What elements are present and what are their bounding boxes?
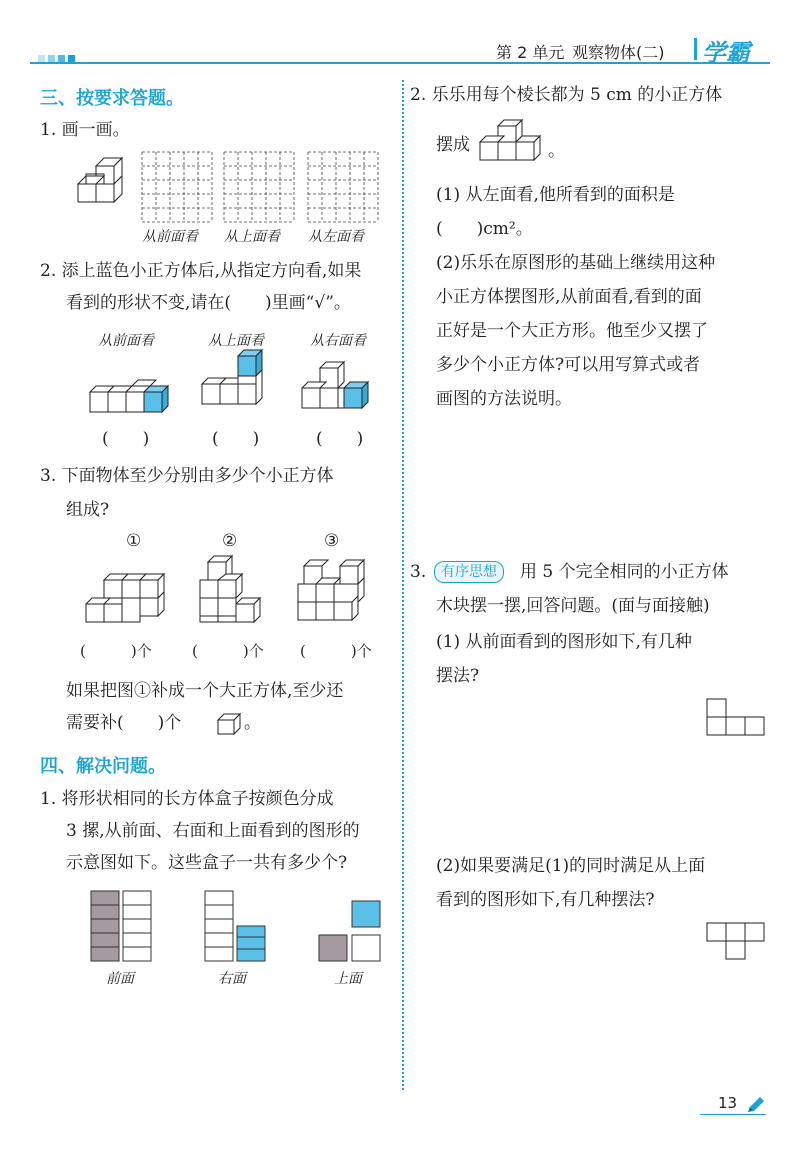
q3-extra-line2b: 。 xyxy=(244,713,261,733)
p1-caption-top: 上面 xyxy=(334,971,362,987)
q2-figure-b xyxy=(200,352,280,422)
section-3-title: 三、按要求答题。 xyxy=(40,88,184,109)
p2-line1: 2. 乐乐用每个棱长都为 5 cm 的小正方体 xyxy=(410,85,723,105)
q1-grid-left[interactable] xyxy=(308,152,378,222)
p3-sub1-line2: 摆法? xyxy=(436,666,480,686)
header-unit: 第 2 单元 xyxy=(496,43,565,62)
q1-grid-top[interactable] xyxy=(224,152,294,222)
p2-sub1-line2[interactable]: ( )cm²。 xyxy=(436,219,533,239)
page-number: 13 xyxy=(718,1094,738,1112)
q3-figure-3 xyxy=(296,558,372,634)
section-4-title: 四、解决问题。 xyxy=(40,756,166,777)
p2-sub2-line5: 画图的方法说明。 xyxy=(436,389,572,409)
q2-line1: 2. 添上蓝色小正方体后,从指定方向看,如果 xyxy=(40,261,362,281)
q3-line1: 3. 下面物体至少分别由多少个小正方体 xyxy=(40,466,334,486)
q3-answer-3[interactable]: ( )个 xyxy=(300,642,372,660)
q1-text: 1. 画一画。 xyxy=(40,120,130,140)
p1-caption-front: 前面 xyxy=(106,971,134,987)
p2-sub2-line2: 小正方体摆图形,从前面看,看到的面 xyxy=(436,287,702,307)
p2-line2a: 摆成 xyxy=(436,135,470,155)
p1-top-view xyxy=(318,900,384,962)
q2-answer-b[interactable]: ( ) xyxy=(212,429,260,449)
q1-caption-top: 从上面看 xyxy=(224,229,280,245)
p3-tag-badge: 有序思想 xyxy=(434,561,504,583)
p3-front-shape xyxy=(706,698,766,738)
q2-caption-front: 从前面看 xyxy=(98,333,154,349)
q3-mark-1: ① xyxy=(126,531,142,551)
p1-line3: 示意图如下。这些盒子一共有多少个? xyxy=(66,853,348,873)
q1-caption-front: 从前面看 xyxy=(142,229,198,245)
q3-mark-3: ③ xyxy=(324,531,340,551)
p1-front-view xyxy=(90,890,156,962)
q1-cube-figure xyxy=(74,152,134,212)
p1-line1: 1. 将形状相同的长方体盒子按颜色分成 xyxy=(40,789,334,809)
p3-line2: 木块摆一摆,回答问题。(面与面接触) xyxy=(436,596,710,616)
p3-number: 3. xyxy=(410,562,427,582)
header-topic: 观察物体(二) xyxy=(572,43,665,62)
p2-sub2-line1: (2)乐乐在原图形的基础上继续用这种 xyxy=(436,253,716,273)
q3-answer-1[interactable]: ( )个 xyxy=(80,642,152,660)
p2-line2b: 。 xyxy=(548,141,565,161)
p3-sub2-line1: (2)如果要满足(1)的同时满足从上面 xyxy=(436,856,706,876)
p2-sub2-line4: 多少个小正方体?可以用写算式或者 xyxy=(436,355,701,375)
p3-top-shape xyxy=(706,922,766,962)
header-divider xyxy=(694,38,697,60)
p3-sub2-line2: 看到的图形如下,有几种摆法? xyxy=(436,890,655,910)
q3-line2: 组成? xyxy=(66,500,110,520)
q3-answer-2[interactable]: ( )个 xyxy=(192,642,264,660)
q2-caption-top: 从上面看 xyxy=(208,333,264,349)
q3-mark-2: ② xyxy=(222,531,238,551)
q1-caption-left: 从左面看 xyxy=(308,229,364,245)
p3-line1: 用 5 个完全相同的小正方体 xyxy=(520,562,729,582)
small-cube-icon xyxy=(216,712,242,736)
p2-sub1-line1: (1) 从左面看,他所看到的面积是 xyxy=(436,185,675,205)
q2-figure-c xyxy=(300,360,380,420)
p3-sub1-line1: (1) 从前面看到的图形如下,有几种 xyxy=(436,632,692,652)
q3-figure-1 xyxy=(86,572,170,634)
q3-extra-line1: 如果把图①补成一个大正方体,至少还 xyxy=(66,681,344,701)
p2-cube-figure xyxy=(478,116,550,166)
brand-logo: 学霸 xyxy=(702,39,750,67)
p1-caption-right: 右面 xyxy=(218,971,246,987)
q2-figure-a xyxy=(88,380,178,420)
q1-grid-front[interactable] xyxy=(142,152,212,222)
pencil-icon xyxy=(746,1096,766,1114)
p1-line2: 3 摞,从前面、右面和上面看到的图形的 xyxy=(66,821,360,841)
p2-sub2-line3: 正好是一个大正方形。他至少又摆了 xyxy=(436,321,708,341)
q2-answer-c[interactable]: ( ) xyxy=(316,429,364,449)
q3-extra-line2a: 需要补( )个 xyxy=(66,713,182,733)
q2-line2: 看到的形状不变,请在( )里画“√”。 xyxy=(66,293,351,313)
q2-caption-right: 从右面看 xyxy=(310,333,366,349)
footer-rule xyxy=(700,1114,766,1115)
q2-answer-a[interactable]: ( ) xyxy=(102,429,150,449)
q3-figure-2 xyxy=(198,552,268,634)
p1-right-view xyxy=(204,890,270,962)
column-divider xyxy=(402,80,404,1090)
